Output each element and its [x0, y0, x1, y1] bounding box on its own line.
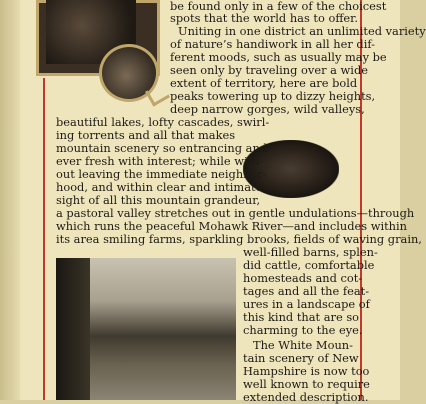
text-line: The White Moun-: [253, 338, 353, 352]
text-line: this kind that are so: [243, 310, 360, 324]
text-line: hood, and within clear and intimate: [56, 180, 263, 194]
text-line: well known to require: [243, 377, 370, 391]
text-line: extended description.: [243, 390, 369, 404]
text-line: a pastoral valley stretches out in gentle undulations—through: [56, 206, 415, 220]
text-line: ing torrents and all that makes: [56, 128, 236, 142]
text-line: which runs the peaceful Mohawk River—and includes within: [56, 219, 407, 233]
text-line: out leaving the immediate neighbor-: [56, 167, 267, 181]
tree-silhouette: [56, 258, 90, 400]
text-line: seen only by traveling over a wide: [170, 63, 368, 77]
text-line: deep narrow gorges, wild valleys,: [170, 102, 365, 116]
text-line: homesteads and cot-: [243, 271, 363, 285]
text-line: did cattle, comfortable: [243, 258, 375, 272]
page-gutter: [0, 0, 20, 400]
text-line: Hampshire is now too: [243, 364, 370, 378]
text-line: peaks towering up to dizzy heights,: [170, 89, 376, 103]
text-line: well-filled barns, splen-: [243, 245, 378, 259]
left-red-rule: [43, 78, 45, 400]
text-line: charming to the eye.: [243, 323, 363, 337]
river-valley-photo: [56, 258, 236, 400]
text-line: beautiful lakes, lofty cascades, swirl-: [56, 115, 270, 129]
text-line: Uniting in one district an unlimited variety: [178, 24, 426, 38]
text-line: of nature’s handiwork in all her dif-: [170, 37, 376, 51]
text-line: tain scenery of New: [243, 351, 359, 365]
text-line: ferent moods, such as usually may be: [170, 50, 387, 64]
text-line: sight of all this mountain grandeur,: [56, 193, 261, 207]
text-line: be found only in a few of the choicest: [170, 0, 387, 13]
text-line: extent of territory, here are bold: [170, 76, 358, 90]
text-line: ever fresh with interest; while with-: [56, 154, 264, 168]
text-line: spots that the world has to offer.: [170, 11, 358, 25]
text-line: tages and all the feat-: [243, 284, 370, 298]
text-line: ures in a landscape of: [243, 297, 370, 311]
text-line: its area smiling farms, sparkling brooks, fields of waving grain,: [56, 232, 422, 246]
text-line: mountain scenery so entrancing and: [56, 141, 268, 155]
